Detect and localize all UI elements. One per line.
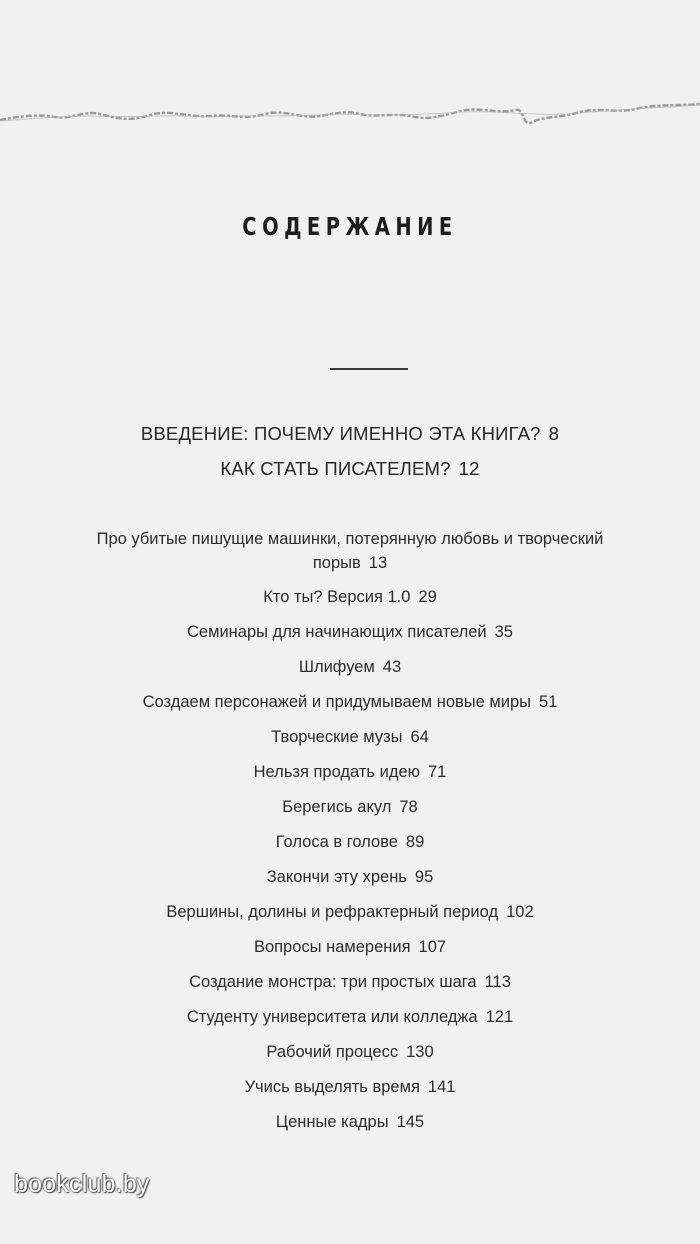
title-divider [330,368,408,370]
toc-entry-page: 71 [428,763,447,781]
toc-entry [0,900,700,924]
page-title: СОДЕРЖАНИЕ [242,212,458,241]
toc-entry-label: Создание монстра: три простых шага [189,973,477,991]
torn-paper-edge [0,92,700,142]
toc-entry-page: 107 [418,938,447,956]
toc-entry [0,1040,700,1064]
toc-entry [0,1005,700,1029]
major-section-label: КАК СТАТЬ ПИСАТЕЛЕМ? [220,458,451,479]
toc-entry [0,655,700,679]
toc-entry-page: 64 [410,728,429,746]
major-section-introduction [0,423,700,445]
toc-entry-label: Творческие музы [271,728,403,746]
toc-entry [0,760,700,784]
toc-entry-page: 78 [399,798,418,816]
toc-entry-page: 35 [494,623,513,641]
toc-entry-label: Про убитые пишущие машинки, потерянную любовь и творческий порыв [96,530,604,572]
toc-entry-page: 89 [405,833,425,851]
toc-entry-label: Вершины, долины и рефрактерный период [166,903,499,921]
major-section-page: 12 [458,458,480,479]
toc-entry-label: Вопросы намерения [253,938,411,956]
toc-entry [90,527,610,575]
toc-entry [0,620,700,644]
toc-entry [0,690,700,714]
toc-entry-label: Создаем персонажей и придумываем новые миры [142,693,532,711]
toc-entry-label: Голоса в голове [275,833,398,851]
toc-entry-label: Кто ты? Версия 1.0 [263,588,411,606]
major-section-how-to-become-writer [0,458,700,480]
toc-entry-label: Нельзя продать идею [253,763,420,781]
toc-entry [0,1110,700,1134]
toc-entry-page: 13 [368,554,388,572]
major-section-page: 8 [548,423,560,444]
toc-entry-page: 145 [396,1113,425,1131]
toc-entry-page: 43 [382,658,402,676]
toc-entry [0,970,700,994]
toc-entry [0,865,700,889]
toc-entry-page: 130 [406,1043,434,1061]
toc-entry-label: Рабочий процесс [266,1043,399,1061]
toc-entry [0,585,700,609]
toc-entry-page: 141 [427,1078,456,1096]
toc-entry-label: Студенту университета или колледжа [186,1008,478,1026]
toc-entry [0,795,700,819]
toc-entry [0,830,700,854]
watermark: bookclub.by [14,1170,150,1198]
toc-entry [0,725,700,749]
toc-entry-page: 113 [484,973,511,991]
toc-entry-page: 102 [506,903,534,921]
toc-entry-label: Семинары для начинающих писателей [187,623,487,641]
toc-entry-label: Берегись акул [282,798,392,816]
toc-entry-page: 51 [539,693,558,711]
toc-entry-label: Закончи эту хрень [266,868,407,886]
toc-entry [0,1075,700,1099]
toc-entry-label: Шлифуем [298,658,375,676]
toc-entry [0,935,700,959]
toc-entry-page: 121 [485,1008,514,1026]
toc-entry-label: Учись выделять время [244,1078,420,1096]
toc-entry-label: Ценные кадры [275,1113,389,1131]
toc-entry-page: 29 [418,588,437,606]
toc-entry-page: 95 [414,868,434,886]
toc-entry-list [0,527,700,1145]
major-section-label: ВВЕДЕНИЕ: ПОЧЕМУ ИМЕННО ЭТА КНИГА? [140,423,541,444]
